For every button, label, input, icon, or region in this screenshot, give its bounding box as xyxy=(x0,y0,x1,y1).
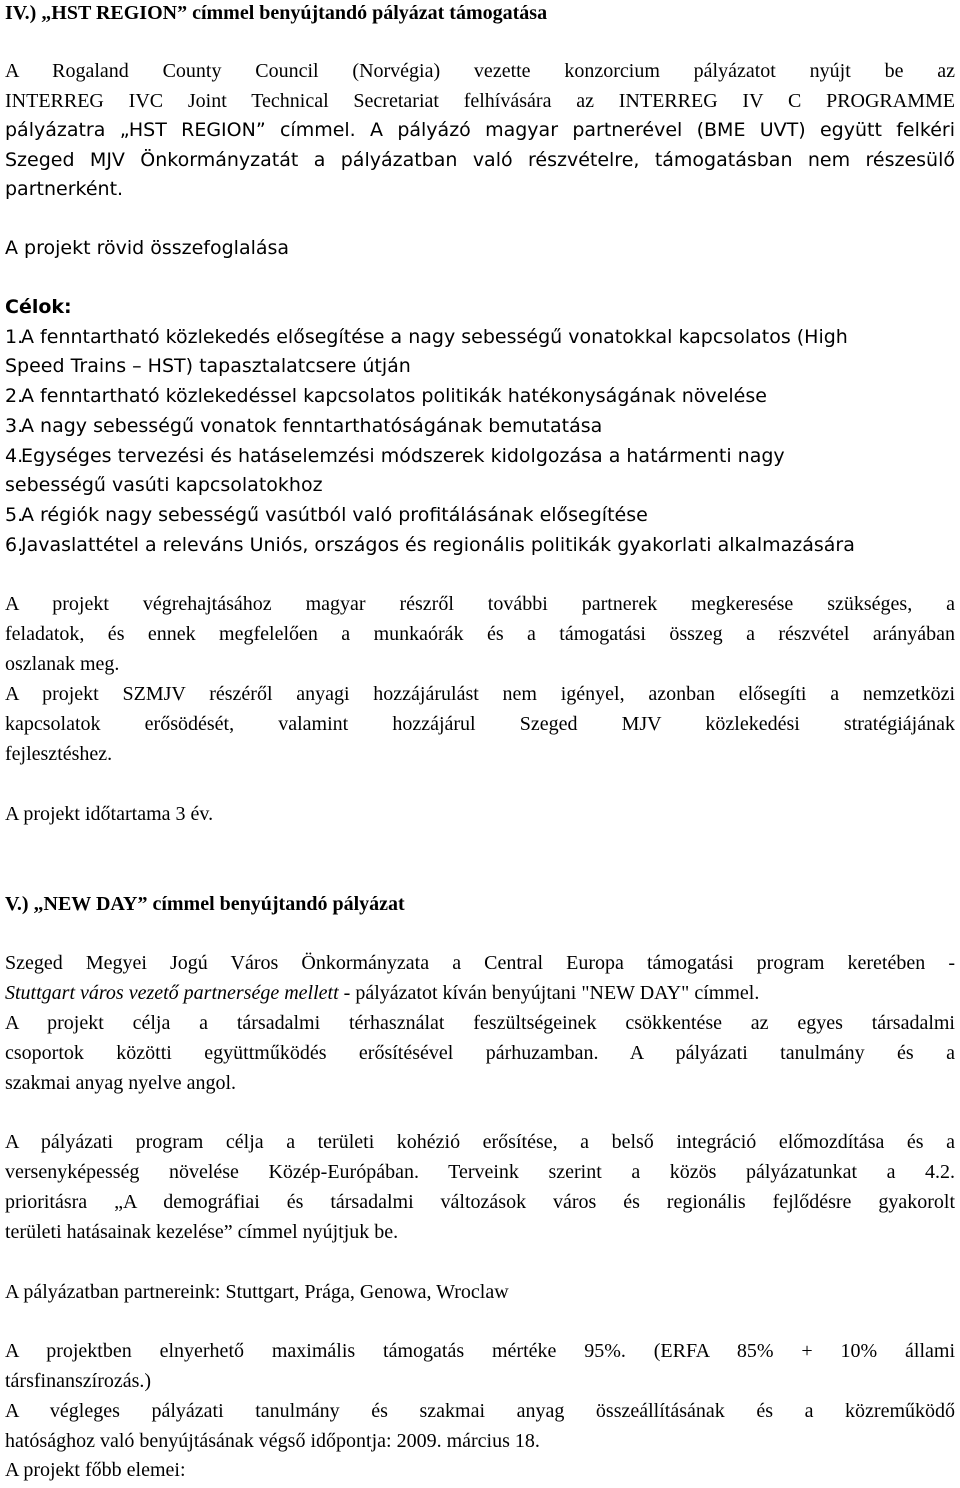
para-line: A projekt SZMJV részéről anyagi hozzájárulást nem igényel, azonban elősegíti a nemzetközi xyxy=(5,683,955,705)
intro-line: partnerként. xyxy=(5,178,124,200)
goal-number: 2. xyxy=(5,385,24,407)
para-line: A végleges pályázati tanulmány és szakmai anyag összeállításának és a közreműködő xyxy=(5,1400,955,1422)
goal-item xyxy=(5,326,955,348)
partners-text: A pályázatban partnereink: Stuttgart, Prága, Genowa, Wroclaw xyxy=(5,1281,509,1303)
para-line: A projekt végrehajtásához magyar részről további partnerek megkeresése szükséges, a xyxy=(5,593,955,615)
summary-label: A projekt rövid összefoglalása xyxy=(5,237,290,259)
goal-number: 5. xyxy=(5,504,24,526)
para-line: prioritásra „A demográfiai és társadalmi változások város és regionális fejlődésre gyakorolt xyxy=(5,1191,955,1213)
para-line: versenyképesség növelése Közép-Európában. Terveink szerint a közös pályázatunkat a 4.2. xyxy=(5,1161,955,1183)
intro-line: pályázatra „HST REGION” címmel. A pályázó magyar partnerével (BME UVT) együtt felkéri xyxy=(5,119,955,141)
goals-label: Célok: xyxy=(5,296,72,318)
para-line: A projekt célja a társadalmi térhasználat feszültségeinek csökkentése az egyes társadalmi xyxy=(5,1012,955,1034)
para-line: csoportok közötti együttműködés erősítésével párhuzamban. A pályázati tanulmány és a xyxy=(5,1042,955,1064)
para-line: szakmai anyag nyelve angol. xyxy=(5,1072,237,1094)
goal-text: A fenntartható közlekedés elősegítése a nagy sebességű vonatokkal kapcsolatos (High xyxy=(21,326,848,348)
goal-text: Egységes tervezési és hatáselemzési módszerek kidolgozása a határmenti nagy xyxy=(21,445,785,467)
intro-line: Szeged MJV Önkormányzatát a pályázatban való részvételre, támogatásban nem részesülő xyxy=(5,149,955,171)
goal-number: 6. xyxy=(5,534,24,556)
goal-item xyxy=(5,415,955,437)
goal-text: A régiók nagy sebességű vasútból való profitálásának elősegítése xyxy=(21,504,648,526)
goal-item xyxy=(5,445,955,467)
para-line: fejlesztéshez. xyxy=(5,743,113,765)
intro-line: INTERREG IVC Joint Technical Secretariat felhívására az INTERREG IV C PROGRAMME xyxy=(5,90,955,112)
goal-text: A fenntartható közlekedéssel kapcsolatos politikák hatékonyságának növelése xyxy=(21,385,767,407)
para-line: A projektben elnyerhető maximális támogatás mértéke 95%. (ERFA 85% + 10% állami xyxy=(5,1340,955,1362)
intro-line: A Rogaland County Council (Norvégia) vezette konzorcium pályázatot nyújt be az xyxy=(5,60,955,82)
duration-text: A projekt időtartama 3 év. xyxy=(5,803,214,825)
goal-number: 3. xyxy=(5,415,24,437)
elements-label: A projekt főbb elemei: xyxy=(5,1459,186,1481)
para-line: területi hatásainak kezelése” címmel nyújtjuk be. xyxy=(5,1221,399,1243)
para-line-rest: - pályázatot kíván benyújtani "NEW DAY" címmel. xyxy=(338,982,760,1004)
goal-number: 1. xyxy=(5,326,24,348)
para-line: kapcsolatok erősödését, valamint hozzájárul Szeged MJV közlekedési stratégiájának xyxy=(5,713,955,735)
para-line: társfinanszírozás.) xyxy=(5,1370,152,1392)
para-line xyxy=(5,982,955,1004)
section-4-heading: IV.) „HST REGION” címmel benyújtandó pályázat támogatása xyxy=(5,2,548,24)
goal-item-continuation: Speed Trains – HST) tapasztalatcsere útján xyxy=(5,355,411,377)
para-line: hatósághoz való benyújtásának végső időpontja: 2009. március 18. xyxy=(5,1430,540,1452)
goal-number: 4. xyxy=(5,445,24,467)
section-5-heading: V.) „NEW DAY” címmel benyújtandó pályázat xyxy=(5,893,405,915)
para-line: oszlanak meg. xyxy=(5,653,120,675)
lead-partner-text: Stuttgart város vezető partnersége mellett xyxy=(5,982,339,1004)
goal-text: A nagy sebességű vonatok fenntarthatóságának bemutatása xyxy=(21,415,603,437)
para-line: Szeged Megyei Jogú Város Önkormányzata a Central Europa támogatási program keretében - xyxy=(5,952,955,974)
para-line: feladatok, és ennek megfelelően a munkaórák és a támogatási összeg a részvétel arányában xyxy=(5,623,955,645)
goal-text: Javaslattétel a releváns Uniós, országos és regionális politikák gyakorlati alkalmazására xyxy=(21,534,855,556)
goal-item-continuation: sebességű vasúti kapcsolatokhoz xyxy=(5,474,323,496)
goal-item xyxy=(5,504,955,526)
goal-item xyxy=(5,534,955,556)
para-line: A pályázati program célja a területi kohézió erősítése, a belső integráció előmozdítása és a xyxy=(5,1131,955,1153)
goal-item xyxy=(5,385,955,407)
